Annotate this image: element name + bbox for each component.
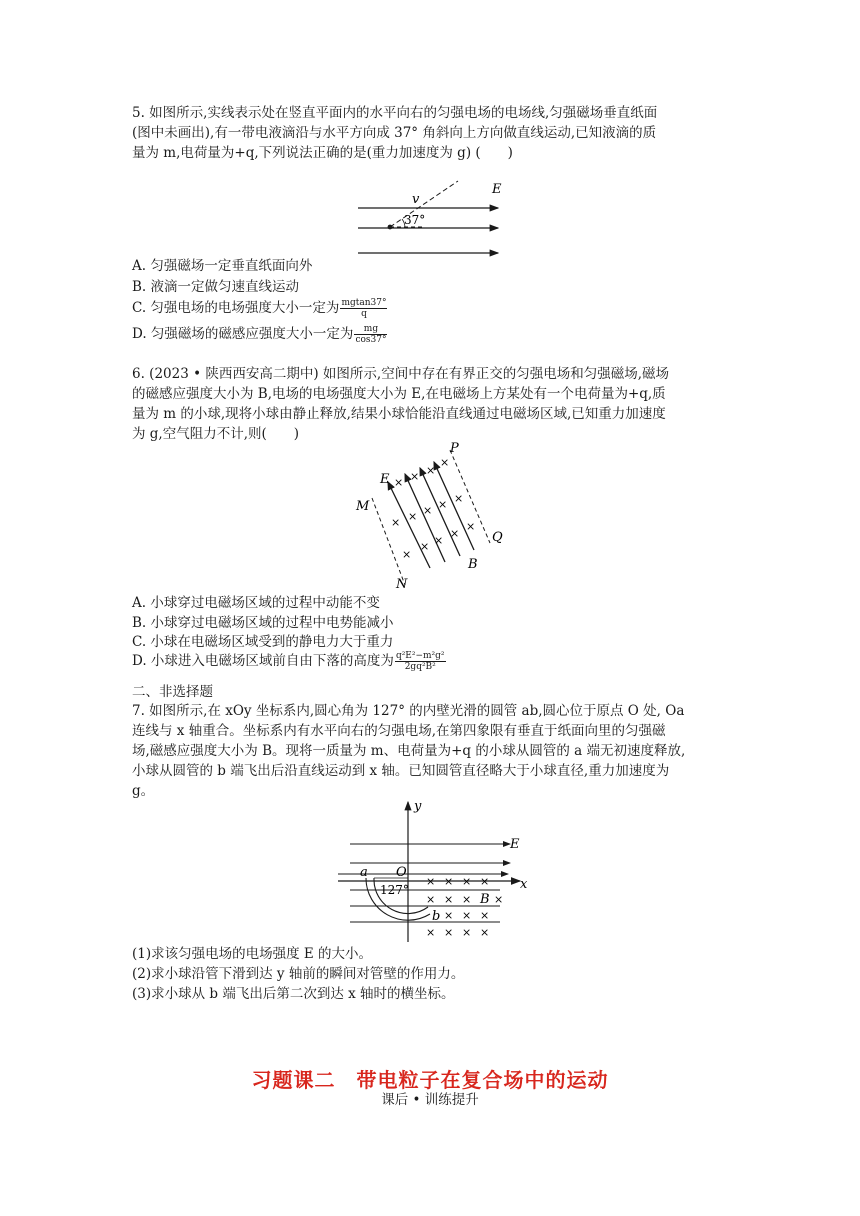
q7-line-4: 小球从圆管的 b 端飞出后沿直线运动到 x 轴。已知圆管直径略大于小球直径,重力加速度为 <box>132 763 670 779</box>
cross-mark: × <box>480 875 490 888</box>
e-field-label: E <box>492 182 502 197</box>
q5-line-3: 量为 m,电荷量为+q,下列说法正确的是(重力加速度为 g) ( ) <box>132 145 513 161</box>
cross-mark: × <box>394 476 404 489</box>
q6-line-3: 量为 m 的小球,现将小球由静止释放,结果小球恰能沿直线通过电磁场区域,已知重力加速度 <box>132 406 666 422</box>
q6-d-numerator: q²E²−m²g² <box>395 651 445 661</box>
question-6 <box>132 364 732 444</box>
q7-label-y: y <box>414 799 422 814</box>
cross-mark: × <box>440 456 450 469</box>
q7-part-2: (2)求小球沿管下滑到达 y 轴前的瞬间对管壁的作用力。 <box>132 966 465 982</box>
q6-line-4: 为 g,空气阻力不计,则( ) <box>132 426 300 442</box>
q5-c-denominator: q <box>361 309 367 319</box>
cross-mark: × <box>454 492 464 505</box>
q7-label-o: O <box>396 865 407 880</box>
cross-mark: × <box>466 520 476 533</box>
q7-label-b-end: b <box>432 909 441 924</box>
q5-d-denominator: cos37° <box>355 335 387 345</box>
cross-mark: × <box>423 504 433 517</box>
q6-label-b: B <box>468 557 478 572</box>
q7-parts <box>132 944 732 1004</box>
q7-line-5: g。 <box>132 783 155 799</box>
cross-mark: × <box>391 516 401 529</box>
q7-label-e: E <box>510 837 520 852</box>
q5-option-d <box>132 324 732 350</box>
q6-label-n: N <box>396 577 408 590</box>
section-subtitle: 课后 • 训练提升 <box>381 1092 479 1108</box>
q5-option-d-text: D. 匀强磁场的磁感应强度大小一定为 <box>132 326 354 342</box>
q7-label-a: a <box>360 865 368 880</box>
section-title: 习题课二 带电粒子在复合场中的运动 <box>251 1068 609 1092</box>
cross-mark: × <box>438 498 448 511</box>
cross-mark: × <box>444 893 454 906</box>
cross-mark: × <box>444 875 454 888</box>
q6-option-b: B. 小球穿过电磁场区域的过程中电势能减小 <box>132 615 394 631</box>
q6-options <box>132 593 732 677</box>
cross-mark: × <box>426 893 436 906</box>
q6-label-m: M <box>356 499 370 514</box>
q5-option-a: A. 匀强磁场一定垂直纸面向外 <box>132 258 313 274</box>
angle-label: 37° <box>404 213 426 227</box>
q7-magnetic-field-marks <box>426 875 503 939</box>
cross-mark: × <box>420 540 430 553</box>
q7-figure <box>330 796 530 944</box>
cross-mark: × <box>444 926 454 939</box>
q7-line-1: 7. 如图所示,在 xOy 坐标系内,圆心角为 127° 的内壁光滑的圆管 ab,圆心位于原点 O 处, Oa <box>132 703 685 719</box>
cross-mark: × <box>434 534 444 547</box>
cross-mark: × <box>462 926 472 939</box>
velocity-label: v <box>412 192 420 207</box>
cross-mark: × <box>444 909 454 922</box>
q6-label-e: E <box>380 472 390 487</box>
cross-mark: × <box>462 909 472 922</box>
q5-option-d-fraction <box>354 324 387 345</box>
q5-options <box>132 256 732 350</box>
cross-mark: × <box>480 909 490 922</box>
cross-mark: × <box>408 510 418 523</box>
q6-label-p: P <box>450 441 459 456</box>
q7-angle-label: 127° <box>380 883 409 897</box>
q5-d-numerator: mg <box>354 324 387 335</box>
q7-label-x: x <box>520 877 528 892</box>
q7-line-2: 连线与 x 轴重合。坐标系内有水平向右的匀强电场,在第四象限有垂直于纸面向里的匀强磁 <box>132 723 666 739</box>
q6-d-denominator: 2gq²B² <box>404 662 436 672</box>
q6-figure <box>350 440 520 590</box>
cross-mark: × <box>494 893 504 906</box>
q5-option-c <box>132 298 732 324</box>
droplet <box>388 225 393 230</box>
cross-mark: × <box>462 893 472 906</box>
q7-line-3: 场,磁感应强度大小为 B。现将一质量为 m、电荷量为+q 的小球从圆管的 a 端无初速度释放, <box>132 743 686 759</box>
q6-label-q: Q <box>492 530 503 545</box>
cross-mark: × <box>402 548 412 561</box>
section-heading <box>132 682 732 702</box>
q5-option-c-text: C. 匀强电场的电场强度大小一定为 <box>132 300 340 316</box>
cross-mark: × <box>450 527 460 540</box>
cross-mark: × <box>426 926 436 939</box>
section-2-label: 二、非选择题 <box>132 684 213 700</box>
cross-mark: × <box>426 875 436 888</box>
magnetic-field-marks <box>391 456 475 561</box>
cross-mark: × <box>426 464 436 477</box>
question-7 <box>132 701 732 801</box>
q5-figure <box>352 178 512 260</box>
q5-line-2: (图中未画出),有一带电液滴沿与水平方向成 37° 角斜向上方向做直线运动,已知液滴的质 <box>132 125 657 141</box>
q5-c-numerator: mgtan37° <box>341 298 387 308</box>
cross-mark: × <box>462 875 472 888</box>
q7-label-b-field: B <box>480 892 490 907</box>
q5-option-c-fraction <box>340 298 387 319</box>
q5-option-b: B. 液滴一定做匀速直线运动 <box>132 279 300 295</box>
q6-line-1: 6. (2023 • 陕西西安高二期中) 如图所示,空间中存在有界正交的匀强电场和匀强磁场,磁场 <box>132 366 669 382</box>
q6-line-2: 的磁感应强度大小为 B,电场的电场强度大小为 E,在电磁场上方某处有一个电荷量为+q,质 <box>132 386 666 402</box>
q5-line-1: 5. 如图所示,实线表示处在竖直平面内的水平向右的匀强电场的电场线,匀强磁场垂直纸面 <box>132 105 658 121</box>
q6-option-d-text: D. 小球进入电磁场区域前自由下落的高度为 <box>132 653 394 669</box>
q6-option-d-fraction <box>395 651 446 672</box>
cross-mark: × <box>410 470 420 483</box>
q6-option-a: A. 小球穿过电磁场区域的过程中动能不变 <box>132 595 380 611</box>
q7-part-1: (1)求该匀强电场的电场强度 E 的大小。 <box>132 946 373 962</box>
question-5 <box>132 103 732 163</box>
q7-part-3: (3)求小球从 b 端飞出后第二次到达 x 轴时的横坐标。 <box>132 986 455 1002</box>
q6-option-c: C. 小球在电磁场区域受到的静电力大于重力 <box>132 634 394 650</box>
cross-mark: × <box>480 926 490 939</box>
boundary-mn <box>372 498 405 585</box>
q6-option-d <box>132 651 732 677</box>
